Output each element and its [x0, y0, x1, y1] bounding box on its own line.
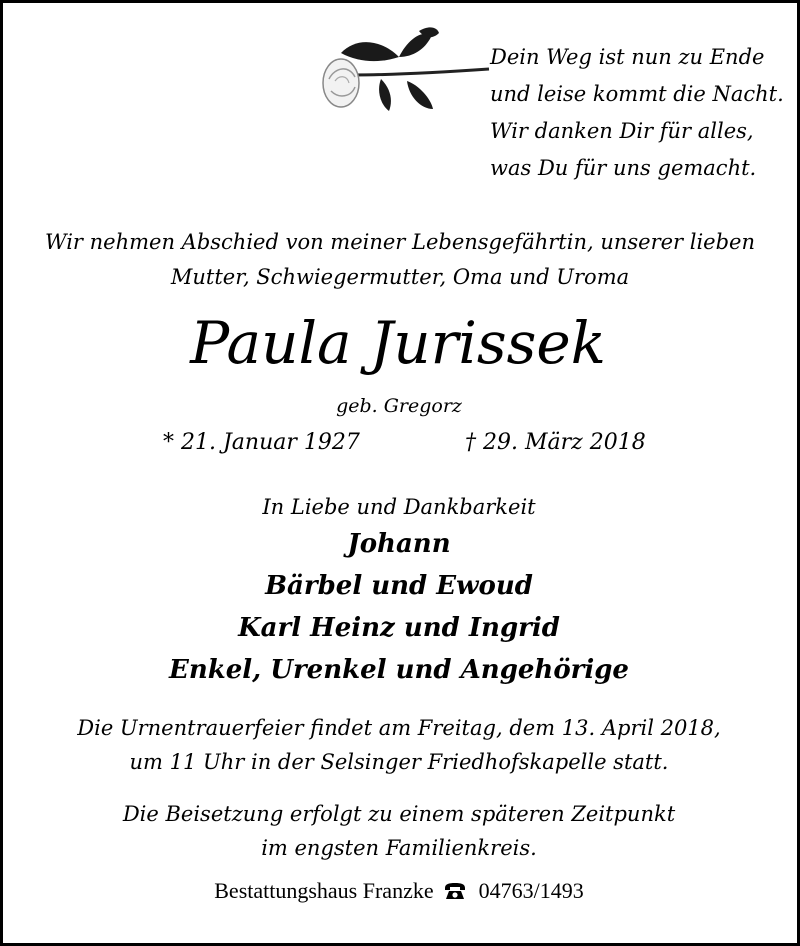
mourner: Karl Heinz und Ingrid	[238, 613, 560, 643]
burial-line: im engsten Familienkreis.	[261, 836, 537, 860]
poem-line: und leise kommt die Nacht.	[490, 82, 784, 106]
poem-line: Wir danken Dir für alles,	[490, 119, 754, 143]
deceased-name: Paula Jurissek	[190, 309, 606, 377]
ceremony-line: um 11 Uhr in der Selsinger Friedhofskapelle statt.	[129, 750, 669, 774]
mourners-list	[3, 523, 795, 691]
ceremony-line: Die Urnentrauerfeier findet am Freitag, dem 13. April 2018,	[77, 716, 721, 740]
phone-number: 04763/1493	[478, 878, 584, 903]
intro-line: Wir nehmen Abschied von meiner Lebensgefährtin, unserer lieben	[44, 230, 756, 254]
death-date: † 29. März 2018	[465, 430, 646, 455]
birth-name: geb. Gregorz	[336, 395, 462, 417]
funeral-home-name: Bestattungshaus Franzke	[214, 878, 434, 903]
poem	[490, 39, 790, 187]
poem-line: Dein Weg ist nun zu Ende	[490, 45, 765, 69]
poem-line: was Du für uns gemacht.	[490, 156, 757, 180]
birth-date: * 21. Januar 1927	[163, 430, 360, 455]
burial-line: Die Beisetzung erfolgt zu einem späteren Zeitpunkt	[122, 802, 676, 826]
burial-info	[3, 797, 795, 865]
mourner: Bärbel und Ewoud	[265, 571, 533, 601]
family-intro: In Liebe und Dankbarkeit	[262, 495, 536, 519]
telephone-icon	[443, 881, 467, 901]
funeral-home-footer	[3, 875, 795, 907]
mourner: Enkel, Urenkel und Angehörige	[169, 655, 629, 685]
ceremony-info	[3, 711, 795, 779]
intro-line: Mutter, Schwiegermutter, Oma und Uroma	[170, 265, 630, 289]
rose-icon	[321, 23, 491, 118]
farewell-intro	[23, 225, 777, 295]
mourner: Johann	[347, 529, 451, 559]
